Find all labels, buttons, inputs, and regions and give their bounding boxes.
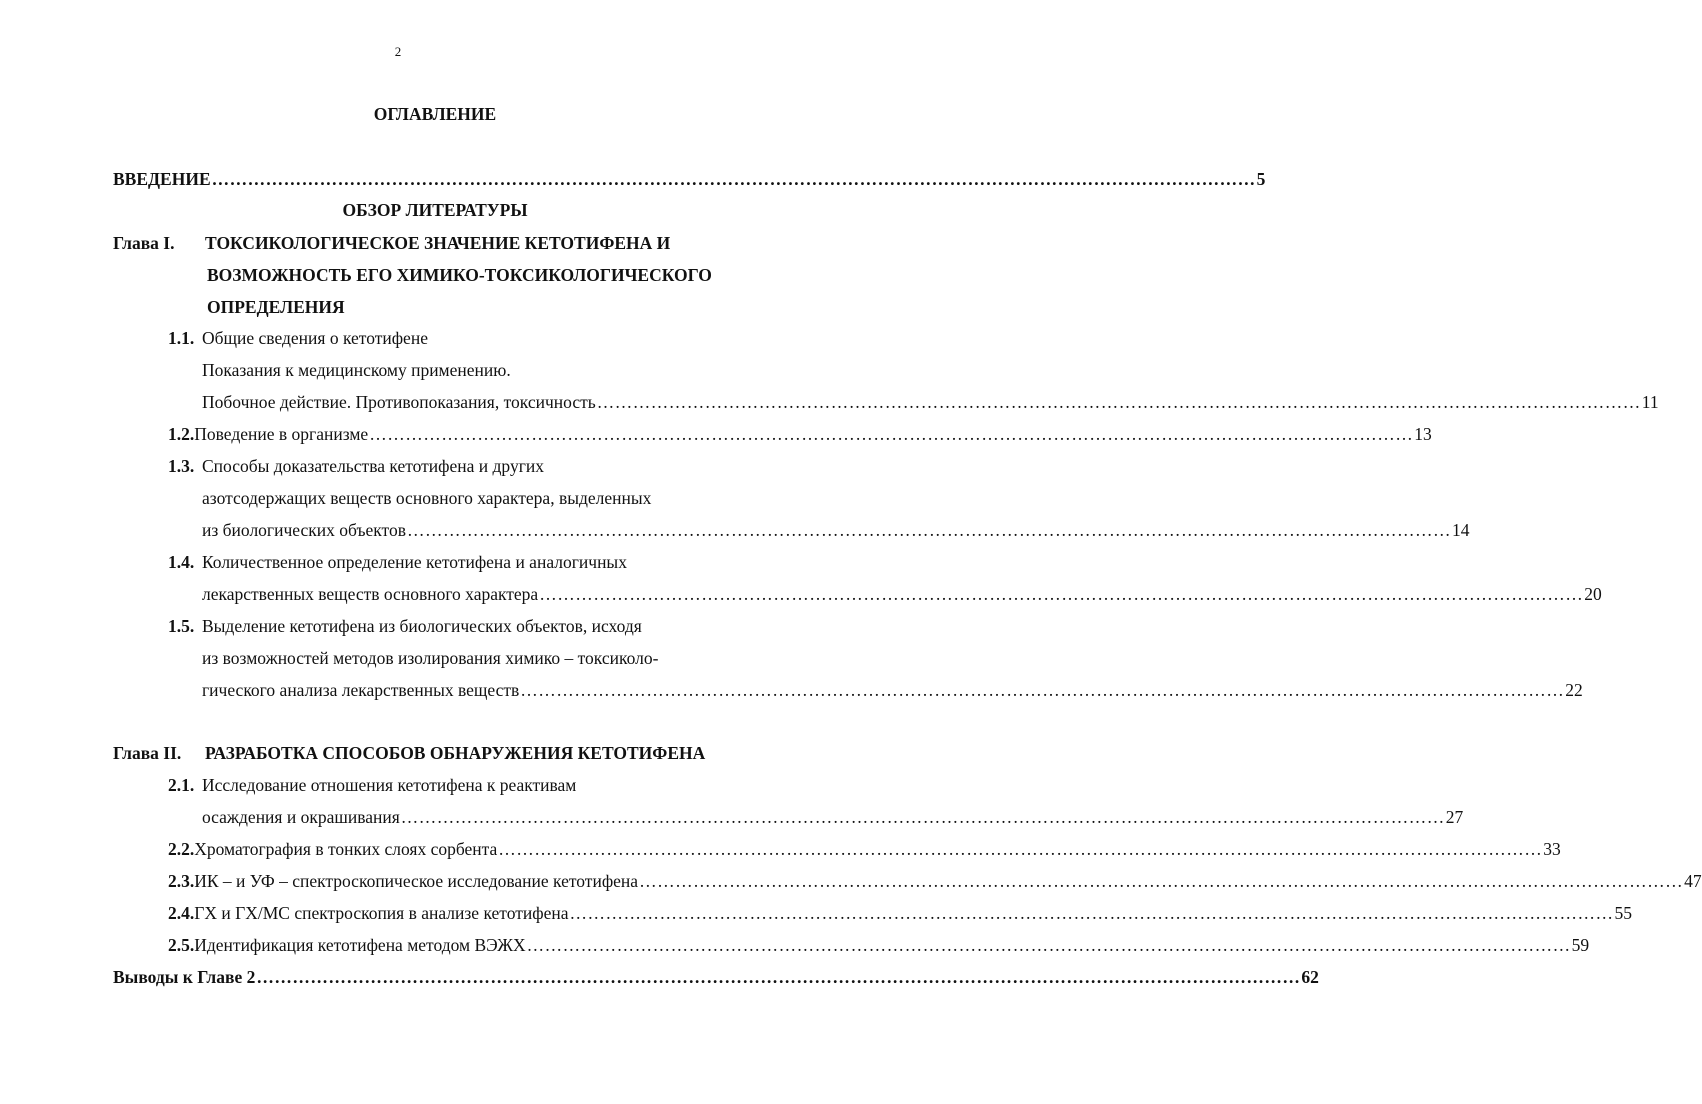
entry-number: 2.2. [168, 839, 195, 859]
entry-text-line: из возможностей методов изолирования химико – токсиколо- [202, 648, 659, 668]
entry-text-line: гического анализа лекарственных веществ [202, 680, 520, 700]
entry-text-line: Общие сведения о кетотифене [202, 328, 428, 348]
chapter-label: Глава II. [113, 743, 182, 763]
toc-entry-2-3[interactable] [168, 871, 1702, 892]
entry-text-line: из биологических объектов [202, 520, 406, 540]
entry-page: 5 [1256, 169, 1266, 189]
toc-entry-1-3[interactable] [168, 456, 544, 477]
entry-page: 62 [1301, 967, 1319, 987]
entry-text-line: Хроматография в тонких слоях сорбента [194, 839, 498, 859]
toc-entry-2-5[interactable] [168, 935, 1590, 956]
toc-entry-1-4-last[interactable] [202, 584, 1602, 605]
chapter-1-heading [113, 233, 670, 254]
toc-entry-1-5[interactable] [168, 616, 642, 637]
toc-entry-1-2[interactable] [168, 424, 1432, 445]
section-heading: ОБЗОР ЛИТЕРАТУРЫ [342, 200, 528, 220]
entry-text-line: Поведение в организме [194, 424, 369, 444]
entry-text-line: лекарственных веществ основного характера [202, 584, 539, 604]
entry-page: 27 [1445, 807, 1464, 827]
toc-title: ОГЛАВЛЕНИЕ [373, 104, 497, 124]
chapter-title-line: ТОКСИКОЛОГИЧЕСКОЕ ЗНАЧЕНИЕ КЕТОТИФЕНА И [205, 233, 671, 253]
entry-page: 59 [1571, 935, 1590, 955]
dot-leader: ………………………………………………………………………………………………………………………………………………………… [369, 424, 1414, 444]
entry-text-line: осаждения и окрашивания [202, 807, 400, 827]
entry-text-line: Выделение кетотифена из биологических объектов, исходя [202, 616, 642, 636]
entry-text-line: Побочное действие. Противопоказания, токсичность [202, 392, 596, 412]
entry-text-line: ГХ и ГХ/МС спектроскопия в анализе кетотифена [194, 903, 569, 923]
chapter-title-line: ОПРЕДЕЛЕНИЯ [207, 297, 345, 317]
entry-number: 2.5. [168, 935, 195, 955]
toc-entry-1-5-last[interactable] [202, 680, 1583, 701]
entry-number: 2.4. [168, 903, 195, 923]
chapter-label: Глава I. [113, 233, 175, 253]
entry-number: 1.2. [168, 424, 195, 444]
entry-number: 2.3. [168, 871, 195, 891]
toc-entry-1-3-last[interactable] [202, 520, 1470, 541]
toc-entry-1-1[interactable] [168, 328, 428, 349]
entry-page: 20 [1584, 584, 1602, 604]
entry-page: 13 [1414, 424, 1432, 444]
chapter-title-line: РАЗРАБОТКА СПОСОБОВ ОБНАРУЖЕНИЯ КЕТОТИФЕНА [205, 743, 706, 763]
entry-page: 47 [1684, 871, 1702, 891]
entry-page: 33 [1543, 839, 1561, 859]
entry-text-line: Количественное определение кетотифена и аналогичных [202, 552, 627, 572]
toc-entry-intro[interactable] [113, 169, 1266, 190]
toc-entry-conclusions[interactable] [113, 967, 1319, 988]
toc-entry-2-4[interactable] [168, 903, 1632, 924]
entry-text-line: азотсодержащих веществ основного характера, выделенных [202, 488, 652, 508]
dot-leader: ………………………………………………………………………………………………………………………………………………………… [639, 871, 1684, 891]
entry-page: 55 [1614, 903, 1632, 923]
chapter-title-line: ВОЗМОЖНОСТЬ ЕГО ХИМИКО-ТОКСИКОЛОГИЧЕСКОГО [207, 265, 712, 285]
dot-leader: ………………………………………………………………………………………………………………………………………………………… [520, 680, 1565, 700]
entry-text-line: ИК – и УФ – спектроскопическое исследование кетотифена [194, 871, 639, 891]
dot-leader: ………………………………………………………………………………………………………………………………………………………… [256, 967, 1301, 987]
dot-leader: ………………………………………………………………………………………………………………………………………………………… [526, 935, 1571, 955]
entry-number: 2.1. [168, 775, 195, 795]
entry-label: ВВЕДЕНИЕ [113, 169, 211, 189]
dot-leader: ………………………………………………………………………………………………………………………………………………………… [498, 839, 1543, 859]
entry-number: 1.5. [168, 616, 195, 636]
dot-leader: ………………………………………………………………………………………………………………………………………………………… [400, 807, 1445, 827]
toc-entry-1-4[interactable] [168, 552, 627, 573]
dot-leader: ………………………………………………………………………………………………………………………………………………………… [406, 520, 1451, 540]
page-number: 2 [394, 44, 402, 59]
entry-text-line: Показания к медицинскому применению. [202, 360, 511, 380]
entry-text-line: Способы доказательства кетотифена и других [202, 456, 544, 476]
dot-leader: ………………………………………………………………………………………………………………………………………………………… [596, 392, 1641, 412]
toc-entry-1-1-last[interactable] [202, 392, 1659, 413]
chapter-2-heading [113, 743, 705, 764]
entry-page: 11 [1641, 392, 1659, 412]
dot-leader: ………………………………………………………………………………………………………………………………………………………… [539, 584, 1584, 604]
dot-leader: ………………………………………………………………………………………………………………………………………………………… [211, 169, 1256, 189]
toc-entry-2-1-last[interactable] [202, 807, 1464, 828]
toc-entry-2-1[interactable] [168, 775, 576, 796]
entry-page: 14 [1451, 520, 1470, 540]
entry-text-line: Исследование отношения кетотифена к реактивам [202, 775, 577, 795]
entry-number: 1.1. [168, 328, 195, 348]
entry-number: 1.4. [168, 552, 195, 572]
entry-number: 1.3. [168, 456, 195, 476]
entry-text-line: Идентификация кетотифена методом ВЭЖХ [194, 935, 526, 955]
toc-entry-2-2[interactable] [168, 839, 1561, 860]
entry-label: Выводы к Главе 2 [113, 967, 256, 987]
dot-leader: ………………………………………………………………………………………………………………………………………………………… [569, 903, 1614, 923]
entry-page: 22 [1565, 680, 1583, 700]
